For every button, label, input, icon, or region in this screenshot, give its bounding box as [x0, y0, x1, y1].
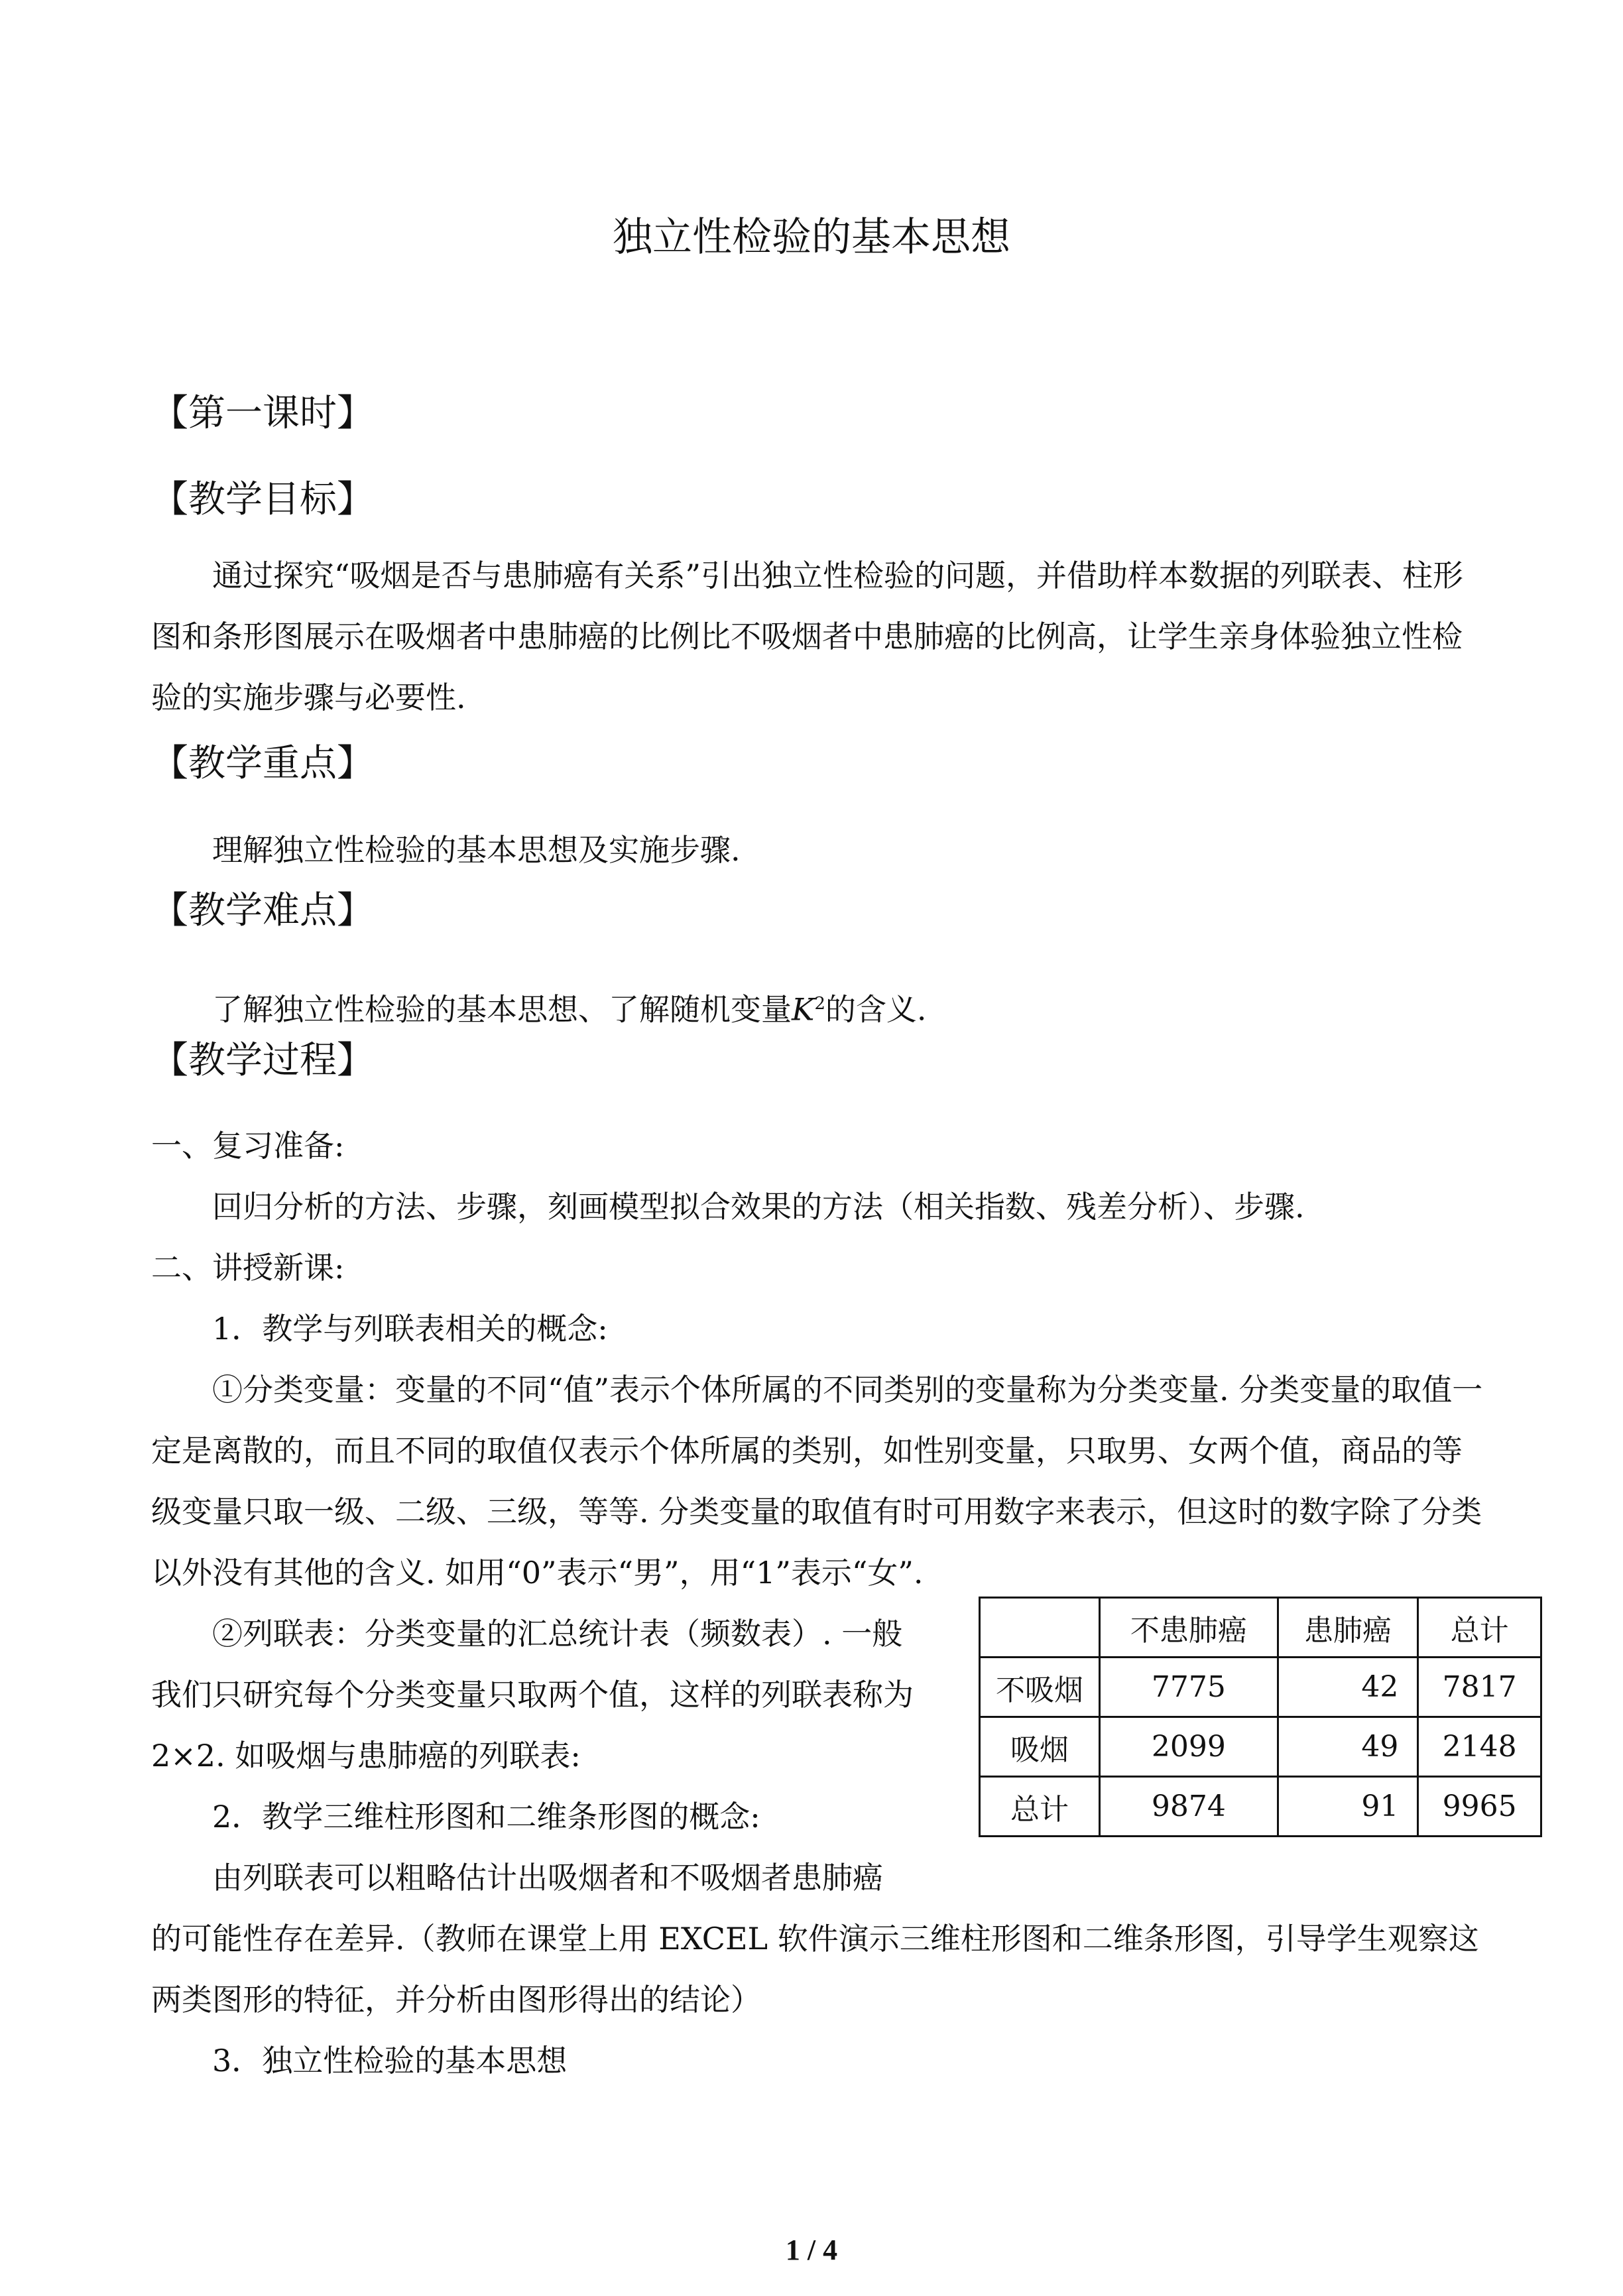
- table-row: [980, 1717, 1541, 1777]
- section-new-lesson: 二、讲授新课:: [151, 1250, 345, 1286]
- page-title: 独立性检验的基本思想: [613, 214, 1010, 261]
- variable-exponent: 2: [814, 994, 825, 1014]
- section-review: 一、复习准备:: [151, 1128, 345, 1164]
- table-cell: 不吸烟: [980, 1658, 1100, 1717]
- definition-contingency-l1: ②列联表：分类变量的汇总统计表（频数表）. 一般: [212, 1616, 903, 1652]
- table-cell: 9874: [1100, 1777, 1278, 1837]
- difficulty-text-post: 的含义.: [825, 991, 927, 1028]
- definition-contingency-l2: 我们只研究每个分类变量只取两个值，这样的列联表称为: [151, 1677, 914, 1713]
- heading-goal: 【教学目标】: [151, 478, 374, 521]
- table-cell: 患肺癌: [1278, 1598, 1418, 1658]
- item-2: 2．教学三维柱形图和二维条形图的概念:: [212, 1799, 760, 1835]
- table-cell: 不患肺癌: [1100, 1598, 1278, 1658]
- item-3: 3．独立性检验的基本思想: [212, 2043, 568, 2079]
- review-paragraph: 回归分析的方法、步骤，刻画模型拟合效果的方法（相关指数、残差分析）、步骤.: [212, 1189, 1305, 1225]
- table-cell: 7817: [1418, 1658, 1541, 1717]
- definition-contingency-l3: 2×2. 如吸烟与患肺癌的列联表:: [151, 1738, 581, 1774]
- table-cell: 49: [1278, 1717, 1418, 1777]
- heading-key: 【教学重点】: [151, 742, 374, 785]
- variable-k: K: [792, 991, 815, 1028]
- table-cell: 总计: [980, 1777, 1100, 1837]
- item-1: 1．教学与列联表相关的概念:: [212, 1311, 608, 1347]
- difficulty-paragraph: [151, 973, 927, 1040]
- goal-paragraph: 通过探究“吸烟是否与患肺癌有关系”引出独立性检验的问题，并借助样本数据的列联表、柱形图和条形图展示在吸烟者中患肺癌的比例比不吸烟者中患肺癌的比例高，让学生亲身体验独立性检验的实施步骤与必要性.: [151, 558, 1464, 715]
- table-cell: [980, 1598, 1100, 1658]
- table-cell: 9965: [1418, 1777, 1541, 1837]
- table-header-row: [980, 1598, 1541, 1658]
- table-cell: 吸烟: [980, 1717, 1100, 1777]
- heading-process: 【教学过程】: [151, 1039, 374, 1082]
- table-cell: 总计: [1418, 1598, 1541, 1658]
- table-cell: 7775: [1100, 1658, 1278, 1717]
- item-2-line1: 由列联表可以粗略估计出吸烟者和不吸烟者患肺癌: [212, 1860, 883, 1896]
- item-2-rest: 的可能性存在差异.（教师在课堂上用 EXCEL 软件演示三维柱形图和二维条形图，引导学生观察这两类图形的特征，并分析由图形得出的结论）: [151, 1921, 1479, 2018]
- table-row: [980, 1777, 1541, 1837]
- heading-lesson: 【第一课时】: [151, 392, 374, 435]
- table-cell: 91: [1278, 1777, 1418, 1837]
- definition-categorical: ①分类变量：变量的不同“值”表示个体所属的不同类别的变量称为分类变量. 分类变量的取值一定是离散的，而且不同的取值仅表示个体所属的类别，如性别变量，只取男、女两个值，商品的等级变量只取一级、二级、三级，等等. 分类变量的取值有时可用数字来表示，但这时的数字除了分类以外没有其他的含义. 如用“0”表示“男”，用“1”表示“女”.: [151, 1372, 1483, 1591]
- table-cell: 42: [1278, 1658, 1418, 1717]
- table-cell: 2148: [1418, 1717, 1541, 1777]
- key-paragraph: 理解独立性检验的基本思想及实施步骤.: [212, 832, 741, 868]
- heading-difficulty: 【教学难点】: [151, 889, 374, 932]
- page-number: 1 / 4: [785, 2234, 838, 2266]
- table-row: [980, 1658, 1541, 1717]
- table-cell: 2099: [1100, 1717, 1278, 1777]
- contingency-table: [979, 1597, 1542, 1837]
- difficulty-text-pre: 了解独立性检验的基本思想、了解随机变量: [212, 991, 792, 1028]
